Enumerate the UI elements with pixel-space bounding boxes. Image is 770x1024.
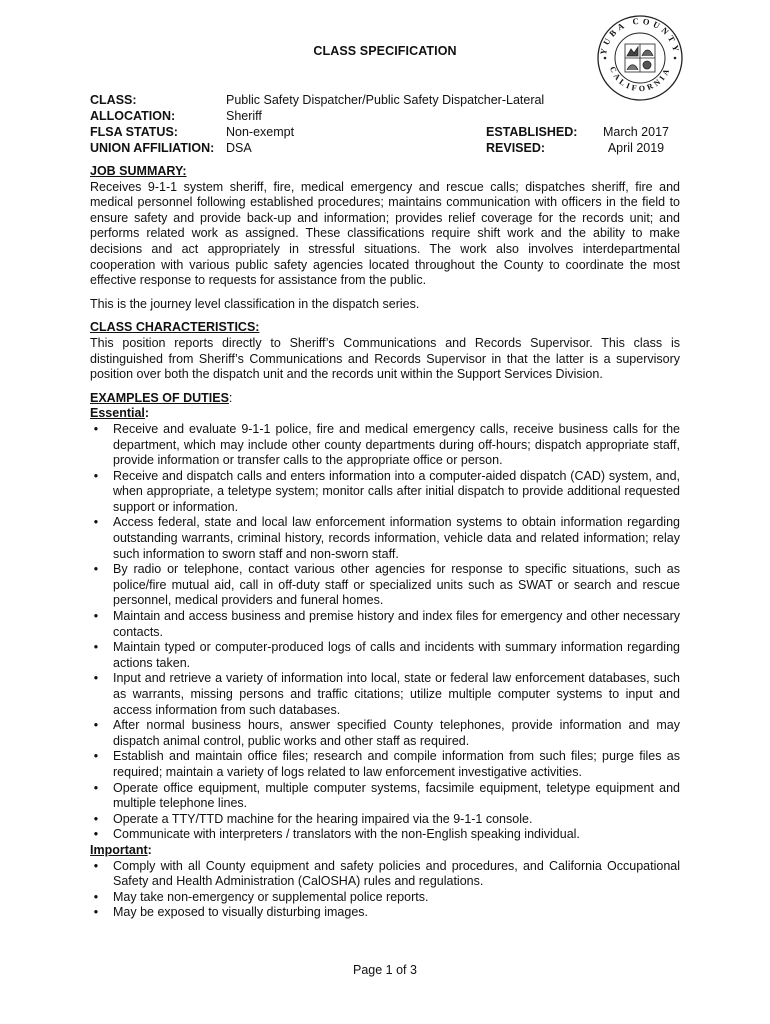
allocation-label: ALLOCATION: (90, 109, 176, 123)
list-item-text: Maintain typed or computer-produced logs of calls and incidents with summary information regarding actions taken. (113, 640, 680, 670)
list-item (90, 718, 680, 749)
list-item (90, 640, 680, 671)
list-item-text: May take non-emergency or supplemental police reports. (113, 889, 429, 904)
revised-value: April 2019 (607, 141, 665, 155)
county-seal-logo (596, 14, 684, 102)
class-metadata (90, 92, 682, 156)
bullet-icon: • (93, 889, 99, 904)
bullet-icon: • (93, 671, 99, 686)
union-row (90, 140, 682, 156)
job-summary-paragraph: Receives 9-1-1 system sheriff, fire, medical emergency and rescue calls; dispatches sheriff, fire and medical personnel following established procedures; maintains communication with officers in the field to ensure safety and provide back-up and information; provides relief coverage for the records unit; and performs related work as assigned. These classifications require shift work and the ability to make decisions and act appropriately in stressful situations. The work also involves interdepartmental cooperation with various public safety agencies located throughout the County to coordinate the most effective response to requests for assistance from the public. (90, 179, 680, 288)
list-item (90, 469, 680, 516)
essential-heading: Essential (90, 406, 145, 421)
list-item-text: Establish and maintain office files; research and compile information from such files; purge files as required; maintain a variety of logs related to law enforcement investigative activities. (113, 749, 680, 779)
class-row (90, 92, 682, 108)
essential-duties-list (90, 422, 680, 843)
seal-bottom-text: CALIFORNIA (607, 65, 673, 94)
allocation-row (90, 108, 682, 124)
page-title: CLASS SPECIFICATION (313, 44, 457, 58)
list-item-text: Operate office equipment, multiple computer systems, facsimile equipment, teletype equipment and multiple telephone lines. (113, 780, 680, 811)
class-characteristics-heading: CLASS CHARACTERISTICS: (90, 320, 260, 335)
essential-heading-colon: : (144, 406, 150, 421)
important-heading: Important (90, 842, 148, 857)
examples-heading: EXAMPLES OF DUTIES (90, 390, 229, 405)
list-item-text: After normal business hours, answer specified County telephones, provide information and may dispatch animal control, public works and other staff as required. (113, 718, 680, 748)
list-item (90, 859, 680, 890)
page-number: Page 1 of 3 (353, 963, 417, 977)
list-item (90, 609, 680, 640)
flsa-value: Non-exempt (226, 125, 295, 139)
bullet-icon: • (93, 515, 99, 530)
list-item-text: Communicate with interpreters / translators with the non-English speaking individual. (113, 827, 580, 842)
bullet-icon: • (93, 718, 99, 733)
list-item (90, 812, 680, 828)
list-item (90, 781, 680, 812)
bullet-icon: • (93, 827, 99, 842)
bullet-icon: • (93, 858, 99, 873)
list-item-text: Maintain and access business and premise history and index files for emergency and other necessary contacts. (113, 609, 680, 639)
class-characteristics-paragraph: This position reports directly to Sheriff’s Communications and Records Supervisor. This class is distinguished from Sheriff’s Communications and Records Supervisor in that the latter is a supervisory position over both the dispatch unit and the records unit within the Support Services Division. (90, 335, 680, 382)
examples-heading-line (90, 391, 680, 407)
list-item (90, 890, 680, 906)
bullet-icon: • (93, 468, 99, 483)
seal-emblem-icon (625, 44, 655, 72)
list-item-text: Operate a TTY/TTD machine for the hearing impaired via the 9-1-1 console. (113, 811, 533, 826)
list-item (90, 905, 680, 921)
bullet-icon: • (93, 749, 99, 764)
job-summary-heading: JOB SUMMARY: (90, 164, 187, 178)
list-item (90, 749, 680, 780)
established-label: ESTABLISHED: (486, 125, 578, 139)
list-item (90, 422, 680, 469)
bullet-icon: • (93, 640, 99, 655)
journey-level-paragraph: This is the journey level classification in the dispatch series. (90, 296, 420, 311)
seal-top-text: YUBA COUNTY (597, 15, 683, 56)
important-duties-list (90, 859, 680, 921)
revised-label: REVISED: (486, 141, 546, 155)
important-heading-colon: : (147, 842, 152, 857)
list-item-text: Comply with all County equipment and safety policies and procedures, and California Occupational Safety and Health Administration (CalOSHA) rules and regulations. (113, 858, 680, 889)
list-item-text: Input and retrieve a variety of information into local, state or federal law enforcement databases, such as warrants, missing persons and traffic citations; utilize multiple computer systems to input and access information from such databases. (113, 671, 680, 717)
union-value: DSA (226, 141, 252, 155)
list-item (90, 827, 680, 843)
essential-heading-line (90, 406, 680, 422)
bullet-icon: • (93, 780, 99, 795)
bullet-icon: • (93, 421, 99, 436)
bullet-icon: • (93, 609, 99, 624)
class-label: CLASS: (90, 93, 137, 107)
list-item (90, 515, 680, 562)
flsa-row (90, 124, 682, 140)
list-item-text: By radio or telephone, contact various other agencies for response to specific situations, such as police/fire mutual aid, call in off-duty staff or specialized units such as SWAT or search and rescue personnel, medical providers and funeral homes. (113, 562, 680, 608)
class-value: Public Safety Dispatcher/Public Safety Dispatcher-Lateral (226, 93, 545, 107)
examples-heading-colon: : (228, 390, 233, 405)
union-label: UNION AFFILIATION: (90, 141, 215, 155)
bullet-icon: • (93, 811, 99, 826)
flsa-label: FLSA STATUS: (90, 125, 178, 139)
allocation-value: Sheriff (226, 109, 262, 123)
important-heading-line (90, 843, 680, 859)
list-item (90, 562, 680, 609)
list-item-text: Access federal, state and local law enforcement information systems to obtain information regarding outstanding warrants, criminal history, records information, vehicle data and related information; relay such information to sworn staff and non-sworn staff. (113, 515, 680, 561)
list-item (90, 671, 680, 718)
list-item-text: Receive and evaluate 9-1-1 police, fire and medical emergency calls, receive business calls for the department, which may include other county departments during off-hours; dispatch appropriate staff, provide information or transfer calls to the appropriate office or person. (113, 421, 680, 468)
document-body (90, 164, 680, 921)
bullet-icon: • (93, 905, 99, 920)
established-value: March 2017 (602, 125, 669, 139)
list-item-text: Receive and dispatch calls and enters information into a computer-aided dispatch (CAD) system, and, when appropriate, a teletype system; monitor calls after initial dispatch to provide additional requested support or information. (113, 468, 680, 514)
list-item-text: May be exposed to visually disturbing images. (113, 905, 368, 920)
bullet-icon: • (93, 562, 99, 577)
